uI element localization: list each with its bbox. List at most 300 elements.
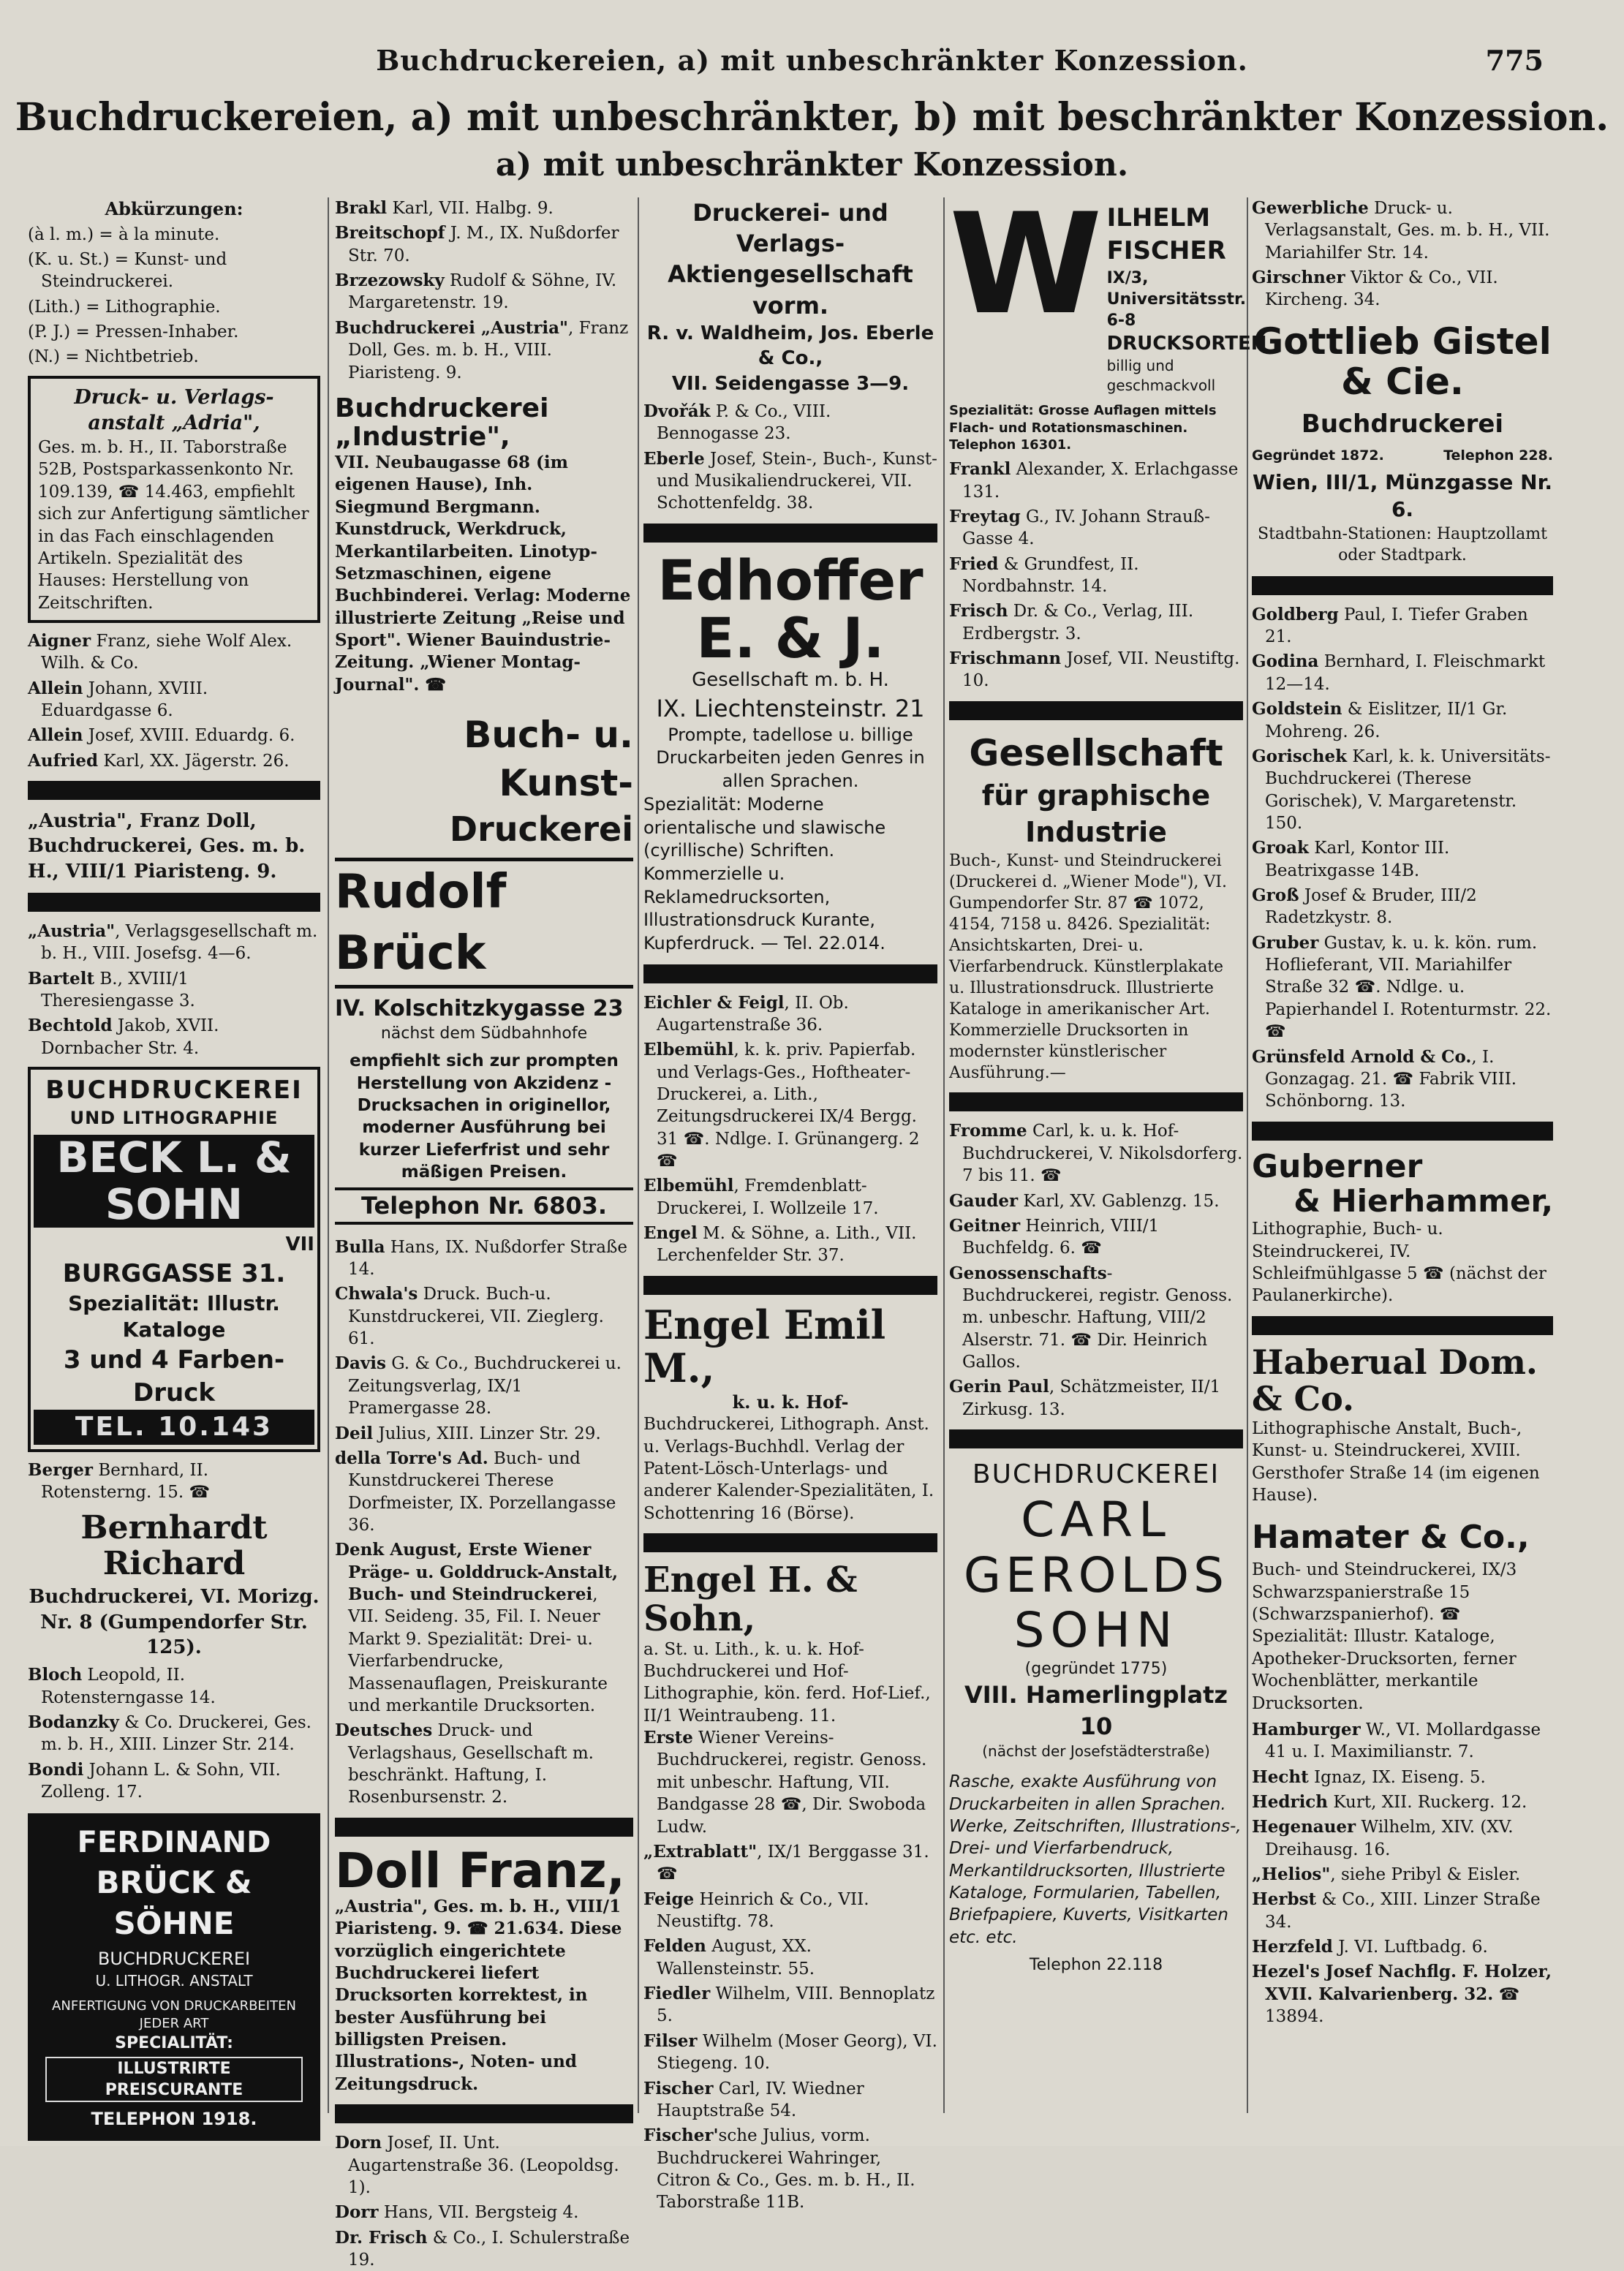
ad-line: 3 und 4 Farben-Druck [63, 1345, 285, 1408]
entry-text: Ignaz, IX. Eiseng. 5. [1308, 1767, 1486, 1787]
haberual-body: Lithographische Anstalt, Buch-, Kunst- u. Steindruckerei, XVIII. Gersthofer Straße 14 (im eigenen Hause). [1252, 1418, 1540, 1505]
ad-line: U. LITHOGR. ANSTALT [95, 1971, 253, 1990]
list-item [1252, 1961, 1553, 2028]
entry-text: Karl, Kontor III. Beatrixgasse 14B. [1265, 839, 1450, 880]
divider-bar [1252, 1122, 1553, 1141]
ad-line: ILHELM FISCHER [1106, 203, 1226, 265]
ad-line: Buch- u. Kunst- [464, 714, 633, 805]
entry-name: Aufried [28, 750, 99, 771]
column-4 [949, 184, 1267, 2113]
ad-body: Rasche, exakte Ausführung von Druckarbeiten in allen Sprachen. Werke, Zeitschriften, Illustrations-, Drei- und Vierfarbendruck, Merkantildrucksorten, Illustrierte Kataloge, Formularien, Tabellen, Briefpapiere, Kuverts, Visitkarten etc. etc. [949, 1772, 1242, 1947]
entry-text: J. M., IX. Nußdorfer Str. 70. [348, 224, 619, 265]
entry-text: Julius, XIII. Linzer Str. 29. [373, 1424, 601, 1443]
ad-text [1107, 202, 1267, 395]
austria-advertisement: „Austria", Franz Doll, Buchdruckerei, Ges. m. b. H., VIII/1 Piaristeng. 9. [28, 810, 306, 883]
page-number: 775 [1485, 44, 1544, 77]
divider-bar [643, 524, 937, 543]
entry-text: Heinrich & Co., VII. Neustiftg. 78. [657, 1889, 869, 1931]
list-item [949, 1263, 1243, 1374]
entry-text: Karl, VII. Halbg. 9. [387, 199, 554, 218]
list-item [1252, 197, 1553, 264]
hamater-title: Hamater & Co., [1252, 1519, 1530, 1557]
ad-line: Gegründet 1872. [1252, 447, 1384, 464]
list-item [28, 1015, 320, 1059]
entry-name: Frischmann [949, 649, 1062, 669]
entry-name: Deutsches [335, 1720, 433, 1741]
entry-name: Godina [1252, 651, 1319, 672]
list-item [643, 1889, 937, 1933]
entry-text: Franz, siehe Wolf Alex. Wilh. & Co. [41, 631, 292, 673]
entry-name: Filser [643, 2030, 698, 2051]
bernhardt-body: Buchdruckerei, VI. Morizg. Nr. 8 (Gumpendorfer Str. 125). [29, 1586, 320, 1658]
list-item [28, 750, 320, 772]
entry-text: August, XX. Wallensteinstr. 55. [657, 1937, 815, 1979]
engel-emil-subtitle: k. u. k. Hof- [732, 1391, 849, 1413]
entry-name: Eichler & Feigl [643, 992, 785, 1013]
industrie-title: Buchdruckerei „Industrie", [335, 393, 549, 453]
entry-name: Hezel's Josef Nachflg. F. Holzer, XVII. Kalvarienberg. 32. [1252, 1962, 1552, 2004]
ad-logo-text: BECK L. & SOHN [34, 1135, 314, 1228]
entry-text: Viktor & Co., VII. Kircheng. 34. [1265, 268, 1498, 310]
column-rule [328, 197, 329, 2113]
list-item [1252, 1936, 1553, 1958]
adria-advertisement [28, 376, 320, 623]
entry-text: Josef, II. Unt. Augartenstraße 36. (Leopoldsg. 1). [348, 2134, 619, 2197]
list-item [335, 317, 633, 384]
divider-bar [1252, 1316, 1553, 1335]
entry-name: Bartelt [28, 968, 95, 989]
list-item [949, 648, 1243, 692]
entry-text: , I. Gonzagag. 21. ☎ Fabrik VIII. Schönborng. 13. [1265, 1047, 1517, 1111]
ad-line: DRUCKSORTEN [1106, 332, 1267, 355]
entry-name: Frisch [949, 601, 1008, 621]
list-item [949, 506, 1243, 551]
list-item [335, 2132, 633, 2199]
waldheim-advertisement [643, 197, 937, 396]
entry-text: Bernhard, I. Fleischmarkt 12—14. [1265, 652, 1546, 694]
ad-line: SOHN [1013, 1602, 1179, 1659]
haberual-title: Haberual Dom. & Co. [1252, 1342, 1538, 1419]
engel-emil-title: Engel Emil M., [643, 1301, 886, 1392]
sub-title: a) mit unbeschränkter Konzession. [495, 146, 1129, 184]
entry-text: Paul, I. Tiefer Graben 21. [1265, 605, 1528, 647]
list-item [1252, 1046, 1553, 1113]
ad-line: Spezialität: Moderne orientalische und slawische (cyrillische) Schriften. Kommerzielle u. Reklamedrucksorten, Illustrationsdruck Kurante, Kupferdruck. — Tel. 22.014. [643, 793, 886, 953]
fischer-specialty: Spezialität: Grosse Auflagen mittels Flach- und Rotationsmaschinen. Telephon 16301. [949, 402, 1217, 453]
ad-line: empfiehlt sich zur prompten Herstellung von Akzidenz - Drucksachen in originellor, moderner Ausführung bei kurzer Lieferfrist und sehr mäßigen Preisen. [350, 1051, 619, 1182]
ad-phone: TELEPHON 1918. [91, 2108, 257, 2129]
ad-line: Druckerei- und Verlags- [692, 199, 888, 258]
ad-line: Telephon 228. [1443, 447, 1553, 464]
list-item [28, 630, 320, 675]
list-item [1252, 267, 1553, 311]
list-item [1252, 1766, 1553, 1788]
entry-text: Karl, k. k. Universitäts-Buchdruckerei (Therese Gorischek), V. Margaretenstr. 150. [1265, 747, 1551, 833]
list-item [1252, 651, 1553, 695]
divider-bar [335, 1818, 633, 1837]
entry-name: Aigner [28, 630, 91, 651]
entry-name: Brzezowsky [335, 271, 445, 291]
abbreviation: (K. u. St.) = Kunst- und Steindruckerei. [28, 250, 227, 292]
entry-name: Breitschopf [335, 223, 445, 243]
list-item [335, 1539, 633, 1717]
entry-text: & Co. Druckerei, Ges. m. b. H., XIII. Linzer Str. 214. [41, 1712, 311, 1755]
entry-name: Berger [28, 1459, 94, 1480]
entry-text: Carl, k. u. k. Hof-Buchdruckerei, V. Nikolsdorferg. 7 bis 11. ☎ [962, 1122, 1243, 1186]
entry-name: Geitner [949, 1215, 1021, 1236]
entry-text: Wilhelm (Moser Georg), VI. Stiegeng. 10. [657, 2031, 937, 2074]
list-item [28, 678, 320, 722]
bernhardt-title: Bernhardt Richard [80, 1509, 268, 1582]
ferdinand-brueck-advertisement [28, 1813, 320, 2141]
entry-name: Denk August, Erste Wiener Präge- u. Golddruck-Anstalt, Buch- und Steindruckerei [335, 1540, 619, 1605]
entry-text: , Fremdenblatt-Druckerei, I. Wollzeile 17. [657, 1176, 879, 1218]
ad-initial: W [949, 184, 1103, 345]
column-1 [28, 197, 320, 2129]
list-item [643, 2125, 937, 2213]
list-item [335, 1236, 633, 1281]
entry-name: Gruber [1252, 932, 1319, 953]
ad-line: Wien, III/1, Münzgasse Nr. 6. [1252, 469, 1553, 521]
column-rule [943, 197, 945, 2113]
list-item [28, 1759, 320, 1804]
column-rule [1247, 197, 1248, 2113]
entry-name: Felden [643, 1936, 706, 1957]
entry-name: Chwala's [335, 1284, 418, 1304]
ad-line: BUCHDRUCKEREI [972, 1459, 1220, 1490]
entry-text: Bernhard, II. Rotensterng. 15. ☎ [41, 1460, 211, 1503]
entry-name: Dorr [335, 2202, 379, 2223]
ad-line: R. v. Waldheim, Jos. Eberle & Co., [646, 322, 934, 370]
divider-bar [949, 1429, 1243, 1448]
entry-text: Gustav, k. u. k. kön. rum. Hoflieferant, VII. Mariahilfer Straße 32 ☎. Ndlge. u. Papierhandel I. Rotenturmstr. 22. ☎ [1265, 933, 1552, 1042]
entry-text: Johann, XVIII. Eduardgasse 6. [41, 679, 208, 721]
entry-name: Brakl [335, 198, 388, 218]
divider-bar [643, 1533, 937, 1552]
entry-text: Rudolf & Söhne, IV. Margaretenstr. 19. [348, 271, 617, 313]
entry-name: Fiedler [643, 1984, 711, 2004]
entry-name: Gorischek [1252, 746, 1348, 766]
list-item [949, 1376, 1243, 1421]
abbreviation: (N.) = Nichtbetrieb. [28, 347, 199, 367]
ad-line: FERDINAND [77, 1826, 271, 1860]
entry-name: Gerin Paul [949, 1377, 1049, 1397]
list-item [1252, 1864, 1553, 1886]
ad-line: Gesellschaft [969, 731, 1223, 774]
list-item [643, 1223, 937, 1267]
entry-name: Hedrich [1252, 1791, 1329, 1812]
entry-text: Heinrich, VIII/1 Buchfeldg. 6. ☎ [962, 1216, 1160, 1258]
ad-line: (gegründet 1775) [1024, 1660, 1168, 1679]
entry-name: Hamburger [1252, 1719, 1361, 1739]
ad-line: ILLUSTRIRTE PREISCURANTE [45, 2057, 303, 2102]
list-item [1252, 698, 1553, 743]
entry-text: P. & Co., VIII. Bennogasse 23. [657, 401, 831, 444]
ad-line: IV. Kolschitzkygasse 23 [335, 995, 624, 1021]
entry-text: Johann L. & Sohn, VII. Zolleng. 17. [41, 1760, 281, 1802]
entry-name: „Austria" [28, 921, 116, 942]
entry-name: Fromme [949, 1121, 1027, 1141]
entry-name: Bodanzky [28, 1712, 119, 1732]
list-item [28, 921, 320, 965]
entry-name: „Helios" [1252, 1864, 1331, 1885]
list-item [643, 448, 937, 515]
list-item [1252, 1816, 1553, 1861]
list-item [335, 222, 633, 267]
industrie-body: VII. Neubaugasse 68 (im eigenen Hause), Inh. Siegmund Bergmann. Kunstdruck, Werkdruck, Merkantilarbeiten. Linotyp-Setzmaschinen, eigene Buchbinderei. Verlag: Moderne illustrierte Zeitung „Reise und Sport". Wiener Bauindustrie-Zeitung. „Wiener Montag-Journal". ☎ [335, 453, 631, 695]
entry-text: W., VI. Mollardgasse 41 u. I. Maximilianstr. 7. [1265, 1720, 1541, 1762]
entry-name: Hecht [1252, 1766, 1309, 1787]
list-item [335, 1720, 633, 1808]
ad-line: Buchdruckerei [1301, 409, 1504, 439]
entry-name: Gauder [949, 1190, 1019, 1211]
running-head: Buchdruckereien, a) mit unbeschränkter Konzession. [376, 44, 1248, 77]
ad-logo-text: Gottlieb Gistel & Cie. [1253, 320, 1552, 403]
ad-line: nächst dem Südbahnhofe [380, 1024, 588, 1043]
list-item [949, 553, 1243, 598]
ad-line: UND LITHOGRAPHIE [69, 1108, 279, 1129]
entry-text: Wilhelm, XIV. (XV. Dreihausg. 16. [1265, 1818, 1514, 1859]
ad-line: IX/3, Universitätsstr. 6-8 [1106, 268, 1247, 330]
list-item [949, 1190, 1243, 1212]
doll-body: „Austria", Ges. m. b. H., VIII/1 Piaristeng. 9. ☎ 21.634. Diese vorzüglich eingerichtete Buchdruckerei liefert Drucksorten korrektest, in bester Ausführung bei billigsten Preisen. Illustrations-, Noten- und Zeitungsdruck. [335, 1896, 622, 2094]
entry-name: Fischer' [643, 2125, 719, 2146]
entry-name: Girschner [1252, 268, 1345, 288]
abbreviation: (P. J.) = Pressen-Inhaber. [28, 322, 239, 342]
ad-line: BUCHDRUCKEREI [45, 1076, 303, 1106]
column-2 [335, 197, 633, 2270]
entry-name: Allein [28, 725, 83, 746]
entry-text: B., XVIII/1 Theresiengasse 3. [41, 969, 195, 1011]
entry-name: Feige [643, 1889, 695, 1909]
abbreviations-heading: Abkürzungen: [105, 198, 243, 219]
list-item [949, 458, 1243, 503]
list-item [643, 1935, 937, 1980]
entry-text: -Buchdruckerei, registr. Genoss. m. unbeschr. Haftung, VIII/2 Alserstr. 71. ☎ Dir. Heinrich Gallos. [962, 1263, 1233, 1372]
ad-line: für graphische Industrie [981, 779, 1211, 848]
list-item [949, 1215, 1243, 1260]
ad-line: Prompte, tadellose u. billige Druckarbeiten jeden Genres in allen Sprachen. [656, 724, 925, 792]
list-item [1252, 837, 1553, 882]
list-item [1252, 885, 1553, 929]
entry-text: , k. k. priv. Papierfab. und Verlags-Ges., Hoftheater-Druckerei, a. Lith., Zeitungsdruckerei IX/4 Bergg. 31 ☎. Ndlge. I. Grünangerg. 2 ☎ [657, 1040, 920, 1171]
engel-h-title: Engel H. & Sohn, [643, 1560, 858, 1639]
ad-line: billig und geschmackvoll [1106, 357, 1216, 394]
list-item [28, 725, 320, 747]
entry-name: Allein [28, 678, 83, 698]
entry-text: , VII. Seideng. 35, Fil. I. Neuer Markt 9. Spezialität: Drei- u. Vierfarbendrucke, Massenauflagen, Preiskurante und merkantile Drucksorten. [348, 1585, 608, 1715]
entry-text: Josef & Bruder, III/2 Radetzkystr. 8. [1265, 886, 1477, 928]
main-title: Buchdruckereien, a) mit unbeschränkter, b) mit beschränkter Konzession. [15, 95, 1609, 140]
entry-text: Kurt, XII. Ruckerg. 12. [1328, 1792, 1527, 1812]
entry-text: , Franz Doll, Ges. m. b. H., VIII. Piaristeng. 9. [348, 318, 629, 382]
entry-text: Druck- und Verlagshaus, Gesellschaft m. beschränkt. Haftung, I. Rosenbursenstr. 2. [348, 1721, 594, 1807]
graphische-industrie-advertisement [949, 729, 1243, 1084]
list-item [643, 401, 937, 445]
entry-name: Frankl [949, 459, 1011, 480]
divider-bar [643, 1276, 937, 1295]
entry-name: Grünsfeld Arnold & Co. [1252, 1046, 1472, 1067]
list-item [643, 992, 937, 1037]
entry-text: & Co., I. Schulerstraße 19. [348, 2228, 630, 2270]
list-item [949, 1120, 1243, 1187]
divider-bar [949, 1092, 1243, 1111]
entry-text: J. VI. Luftbadg. 6. [1332, 1938, 1488, 1957]
entry-text: Wilhelm, VIII. Bennoplatz 5. [657, 1984, 935, 2026]
list-item [1252, 932, 1553, 1043]
list-item [1252, 1889, 1553, 1933]
list-item [643, 1039, 937, 1172]
ad-body: Buch-, Kunst- und Steindruckerei (Druckerei d. „Wiener Mode"), VI. Gumpendorfer Str. 87 ☎ 1072, 4154, 7158 u. 8426. Spezialität: Ansichtskarten, Drei- u. Vierfarbendruck. Künstlerplakate u. Illustrationsdruck. Illustrierte Kataloge in amerikanischer Art. Kommerzielle Drucksorten in modernster künstlerischer Ausführung.— [949, 852, 1227, 1083]
entry-text: sche Julius, vorm. Buchdruckerei Wahringer, Citron & Co., Ges. m. b. H., II. Taborstraße 11B. [657, 2126, 915, 2213]
entry-text: , IX/1 Berggasse 31. ☎ [657, 1842, 929, 1884]
list-item [1252, 604, 1553, 649]
ad-line: Stadtbahn-Stationen: Hauptzollamt oder Stadtpark. [1258, 524, 1547, 564]
list-item [335, 1353, 633, 1419]
column-3 [643, 197, 937, 2213]
entry-name: Dvořák [643, 401, 711, 421]
divider-bar [28, 781, 320, 800]
ad-line: VIII. Hamerlingplatz 10 [964, 1681, 1228, 1740]
entry-text: Josef, VII. Neustiftg. 10. [962, 649, 1240, 691]
gerold-advertisement [949, 1457, 1243, 1976]
ad-line: (nächst der Josefstädterstraße) [982, 1742, 1210, 1760]
entry-text: Dr. & Co., Verlag, III. Erdbergstr. 3. [962, 602, 1194, 643]
ad-phone: Telephon 22.118 [1029, 1956, 1163, 1975]
entry-name: Herbst [1252, 1889, 1317, 1910]
ad-line: SPECIALITÄT: [115, 2033, 233, 2052]
ad-line: Spezialität: Illustr. Kataloge [68, 1291, 280, 1342]
guberner-title: Guberner [1252, 1147, 1423, 1185]
list-item [643, 1983, 937, 2028]
ad-line: BRÜCK & SÖHNE [96, 1864, 252, 1941]
entry-name: Goldstein [1252, 699, 1342, 719]
entry-text: , Schätzmeister, II/1 Zirkusg. 13. [962, 1378, 1221, 1419]
entry-name: Engel [643, 1223, 698, 1244]
list-item [28, 1712, 320, 1756]
beck-advertisement [28, 1067, 320, 1452]
list-item [643, 1727, 937, 1838]
rudolf-brueck-advertisement [335, 711, 633, 1225]
entry-name: Goldberg [1252, 604, 1339, 624]
entry-text: & Grundfest, II. Nordbahnstr. 14. [962, 554, 1139, 596]
entry-name: Erste [643, 1728, 693, 1748]
entry-name: Groß [1252, 885, 1299, 906]
entry-name: Elbemühl [643, 1176, 734, 1196]
entry-name: Fischer [643, 2078, 714, 2098]
entry-text: Hans, IX. Nußdorfer Straße 14. [348, 1237, 627, 1280]
list-item [335, 270, 633, 314]
entry-text: , Verlagsgesellschaft m. b. H., VIII. Josefsg. 4—6. [41, 922, 318, 964]
list-item [28, 968, 320, 1013]
entry-name: Hegenauer [1252, 1817, 1356, 1837]
ad-line: Gesellschaft m. b. H. [692, 669, 889, 692]
entry-name: Eberle [643, 448, 705, 469]
entry-text: & Eislitzer, II/1 Gr. Mohreng. 26. [1265, 700, 1508, 741]
ad-line: CARL [1021, 1491, 1171, 1548]
entry-name: Freytag [949, 506, 1021, 526]
divider-bar [643, 964, 937, 983]
entry-name: Bulla [335, 1236, 385, 1257]
list-item [335, 1423, 633, 1445]
list-item [28, 1664, 320, 1709]
guberner-body: Lithographie, Buch- u. Steindruckerei, IV. Schleifmühlgasse 5 ☎ (nächst der Paulanerkirche). [1252, 1220, 1546, 1306]
divider-bar [335, 2104, 633, 2123]
entry-name: Bechtold [28, 1016, 113, 1036]
ad-line: ANFERTIGUNG VON DRUCKARBEITEN JEDER ART [52, 1998, 296, 2031]
entry-name: Bloch [28, 1665, 83, 1685]
entry-text: G. & Co., Buchdruckerei u. Zeitungsverlag, IX/1 Pramergasse 28. [348, 1354, 622, 1418]
list-item [643, 2030, 937, 2075]
divider-bar [949, 701, 1243, 720]
entry-name: Gewerbliche [1252, 198, 1369, 218]
ad-line: Druckerei [449, 809, 633, 850]
entry-name: Bondi [28, 1759, 84, 1780]
wilhelm-fischer-advertisement [949, 184, 1267, 395]
abbreviation: (à l. m.) = à la minute. [28, 224, 220, 244]
ad-line: BURGGASSE 31. [62, 1258, 286, 1288]
entry-text: Karl, XX. Jägerstr. 26. [98, 751, 290, 771]
column-rule [638, 197, 639, 2113]
entry-name: Herzfeld [1252, 1937, 1333, 1957]
list-item [643, 1841, 937, 1886]
entry-text: Alexander, X. Erlachgasse 131. [962, 460, 1239, 502]
ad-logo-text: Rudolf Brück [335, 858, 633, 989]
entry-text: Karl, XV. Gablenzg. 15. [1018, 1191, 1220, 1211]
list-item [335, 2227, 633, 2271]
entry-name: Davis [335, 1353, 386, 1374]
ad-title: Druck- u. Verlags-anstalt „Adria", [74, 385, 274, 435]
engel-h-body: a. St. u. Lith., k. u. k. Hof-Buchdruckerei und Hof-Lithographie, kön. ferd. Hof-Lief., II/1 Weintraubeng. 11. [643, 1639, 931, 1726]
ad-line: GEROLDS [963, 1546, 1229, 1603]
edhoffer-advertisement [643, 547, 937, 956]
entry-text: & Co., XIII. Linzer Straße 34. [1265, 1890, 1541, 1932]
list-item [335, 1283, 633, 1350]
entry-name: Fried [949, 553, 999, 574]
abbreviation-list [28, 224, 320, 369]
entry-text: Josef, Stein-, Buch-, Kunst- und Musikaliendruckerei, VII. Schottenfeldg. 38. [657, 449, 937, 513]
abbreviation: (Lith.) = Lithographie. [28, 297, 221, 317]
entry-text: , siehe Pribyl & Eisler. [1330, 1865, 1521, 1885]
divider-bar [1252, 576, 1553, 595]
entry-text: Wiener Vereins-Buchdruckerei, registr. Genoss. mit unbeschr. Haftung, VII. Bandgasse 28 ☎, Dir. Swoboda Ludw. [657, 1728, 927, 1837]
doll-title: Doll Franz, [335, 1842, 625, 1899]
entry-text: Jakob, XVII. Dornbacher Str. 4. [41, 1016, 219, 1058]
list-item [1252, 1791, 1553, 1813]
list-item [643, 2078, 937, 2123]
ad-line: IX. Liechtensteinstr. 21 [656, 694, 925, 722]
entry-text: ☎ 13894. [1265, 1984, 1520, 2027]
ad-line: BUCHDRUCKEREI [97, 1948, 251, 1969]
entry-name: „Extrablatt" [643, 1841, 758, 1862]
list-item [949, 600, 1243, 645]
entry-text: G., IV. Johann Strauß-Gasse 4. [962, 507, 1210, 549]
entry-text: Carl, IV. Wiedner Hauptstraße 54. [657, 2079, 864, 2120]
list-item [28, 1459, 320, 1504]
list-item [335, 197, 633, 219]
column-5 [1252, 197, 1553, 2113]
entry-text: , II. Ob. Augartenstraße 36. [657, 993, 849, 1035]
entry-name: Elbemühl [643, 1040, 734, 1060]
entry-text: Hans, VII. Bergsteig 4. [378, 2203, 579, 2223]
entry-text: Buch- und Kunstdruckerei Therese Dorfmeister, IX. Porzellangasse 36. [348, 1448, 616, 1535]
list-item [1252, 746, 1553, 834]
list-item [1252, 1719, 1553, 1764]
ad-line: VII [285, 1233, 314, 1256]
ad-line: Aktiengesellschaft vorm. [668, 260, 913, 320]
ad-phone: Telephon Nr. 6803. [335, 1187, 633, 1224]
ad-line-row [1252, 447, 1553, 465]
